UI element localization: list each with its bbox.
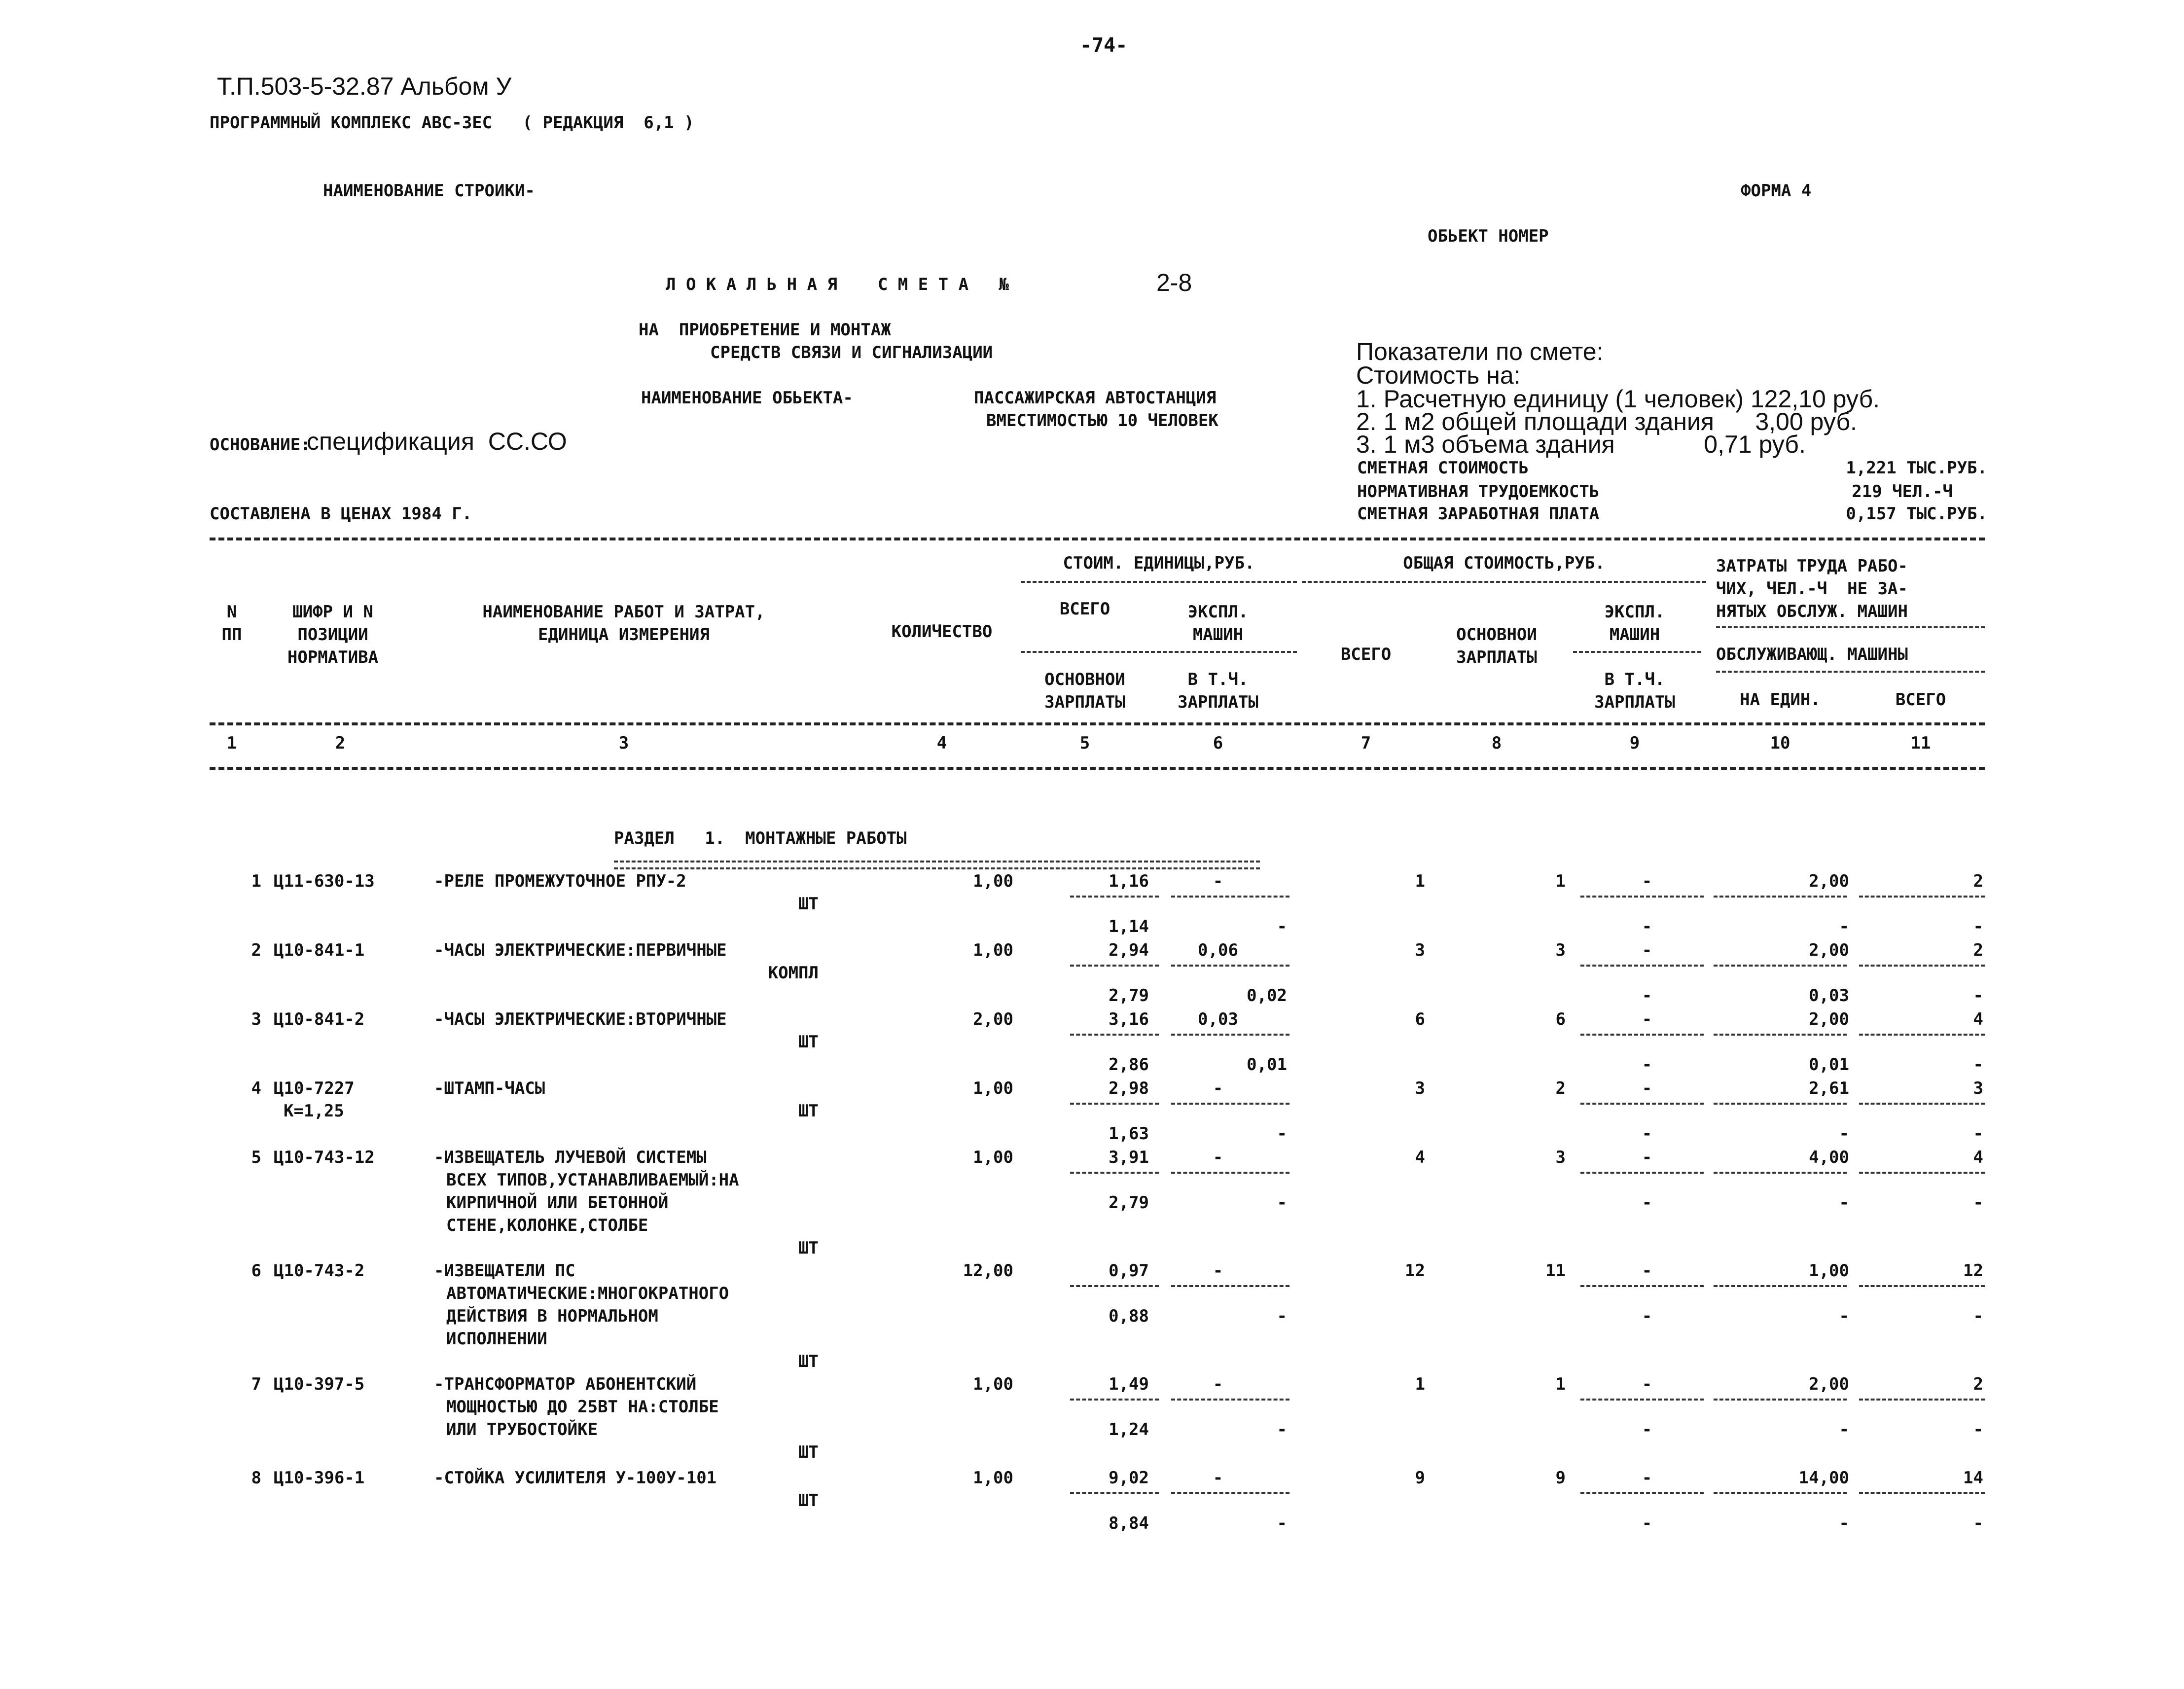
row-labor-total-rule (1859, 1399, 1985, 1401)
row-total-rule (1580, 965, 1704, 967)
row-unit-machines: - (1213, 1468, 1223, 1488)
row-number: 1 (251, 871, 261, 891)
row-labor-total-rule (1859, 1492, 1985, 1494)
row-unit-rule-b (1171, 1103, 1289, 1105)
row-total-rule (1580, 1492, 1704, 1494)
row-name-line: -РЕЛЕ ПРОМЕЖУТОЧНОЕ РПУ-2 (434, 871, 686, 891)
row-unit-wages: 0,88 (1109, 1306, 1149, 1326)
row-labor-total: 4 (1973, 1148, 1983, 1167)
row-number: 8 (251, 1468, 261, 1488)
row-labor-unit: 14,00 (1798, 1468, 1849, 1488)
row-total-machine-wages: - (1642, 1193, 1652, 1213)
row-unit-rule-b (1171, 896, 1289, 898)
row-name-line: АВТОМАТИЧЕСКИЕ:МНОГОКРАТНОГО (446, 1284, 729, 1303)
row-total-machines: - (1642, 1261, 1652, 1281)
col-labor-header: ЗАТРАТЫ ТРУДА РАБО- ЧИХ, ЧЕЛ.-Ч НЕ ЗА- НЯТЫХ ОБСЛУЖ. МАШИН (1716, 556, 1908, 621)
row-labor-total: 2 (1973, 1374, 1983, 1394)
row-labor-unit-b: - (1839, 1124, 1849, 1144)
row-labor-rule (1714, 1103, 1847, 1105)
row-total-wages: 3 (1555, 940, 1566, 960)
row-number: 6 (251, 1261, 261, 1281)
row-quantity: 1,00 (973, 1078, 1013, 1098)
col-qty-header: КОЛИЧЕСТВО (891, 622, 993, 642)
row-number: 4 (251, 1078, 261, 1098)
row-unit-rule (1070, 1103, 1159, 1105)
row-quantity: 12,00 (963, 1261, 1013, 1281)
row-name-line: КИРПИЧНОЙ ИЛИ БЕТОННОЙ (446, 1193, 669, 1213)
row-unit-machine-wages: - (1277, 917, 1287, 936)
row-total-rule (1580, 1103, 1704, 1105)
row-total-machine-wages: - (1642, 917, 1652, 936)
row-unit-machines: - (1213, 1374, 1223, 1394)
stroika-label: НАИМЕНОВАНИЕ СТРОИКИ- (323, 181, 535, 201)
program-line: ПРОГРАММНЫЙ КОМПЛЕКС АВС-3ЕС ( РЕДАКЦИЯ 6,1 ) (210, 113, 694, 133)
document-reference: Т.П.503-5-32.87 Альбом У (217, 72, 512, 100)
row-unit-machine-wages: 0,01 (1247, 1055, 1287, 1075)
row-code: Ц10-743-2 (274, 1261, 365, 1281)
col-unitcost-header: СТОИМ. ЕДИНИЦЫ,РУБ. (1063, 553, 1255, 573)
totalcost-sub-rule-2 (1573, 651, 1701, 653)
row-unit-wages: 1,24 (1109, 1420, 1149, 1439)
row-unit: ШТ (798, 1491, 819, 1510)
row-labor-unit: 2,00 (1809, 940, 1849, 960)
header-top-rule (210, 538, 1985, 540)
row-unit-total: 2,94 (1109, 940, 1149, 960)
row-labor-unit-b: - (1839, 1513, 1849, 1533)
smeta-title: Л О К А Л Ь Н А Я С М Е Т А № (666, 275, 1009, 294)
row-total-wages: 3 (1555, 1148, 1566, 1167)
indicator-per-m2: 2. 1 м2 общей площади здания 3,00 руб. (1356, 408, 1857, 435)
row-unit-rule (1070, 1399, 1159, 1401)
row-unit-machine-wages: - (1277, 1420, 1287, 1439)
row-unit-rule (1070, 1285, 1159, 1287)
row-unit-total: 0,97 (1109, 1261, 1149, 1281)
row-unit-rule-b (1171, 1492, 1289, 1494)
colnum-bottom-rule (210, 767, 1985, 770)
row-unit-rule (1070, 1034, 1159, 1036)
row-unit-machines: - (1213, 1261, 1223, 1281)
row-labor-total-b: - (1973, 1306, 1983, 1326)
row-unit-rule (1070, 896, 1159, 898)
row-labor-total-b: - (1973, 917, 1983, 936)
colnum-10: 10 (1770, 733, 1790, 753)
row-total-machines: - (1642, 940, 1652, 960)
row-labor-unit-b: - (1839, 1420, 1849, 1439)
row-total-machine-wages: - (1642, 986, 1652, 1006)
unitcost-sub-rule-2 (1021, 651, 1297, 653)
purpose-line-2: СРЕДСТВ СВЯЗИ И СИГНАЛИЗАЦИИ (710, 343, 993, 362)
basis-value: спецификация СС.СО (307, 428, 567, 455)
row-total-wages: 11 (1545, 1261, 1566, 1281)
row-total: 4 (1415, 1148, 1425, 1167)
row-name-line: ИСПОЛНЕНИИ (446, 1329, 547, 1349)
col-totalcost-header: ОБЩАЯ СТОИМОСТЬ,РУБ. (1403, 553, 1605, 573)
row-total-machine-wages: - (1642, 1306, 1652, 1326)
row-name-line: -ЧАСЫ ЭЛЕКТРИЧЕСКИЕ:ВТОРИЧНЫЕ (434, 1009, 727, 1029)
row-total-machines: - (1642, 1009, 1652, 1029)
row-unit: ШТ (798, 894, 819, 914)
row-unit-wages: 1,63 (1109, 1124, 1149, 1144)
row-unit-total: 9,02 (1109, 1468, 1149, 1488)
row-total-wages: 9 (1555, 1468, 1566, 1488)
row-unit-machine-wages: - (1277, 1193, 1287, 1213)
row-unit-rule-b (1171, 1034, 1289, 1036)
row-labor-total-b: - (1973, 1124, 1983, 1144)
row-unit: ШТ (798, 1238, 819, 1258)
row-labor-rule (1714, 1172, 1847, 1174)
row-unit-wages: 1,14 (1109, 917, 1149, 936)
col-labor-total-header: ВСЕГО (1895, 690, 1946, 710)
smeta-number: 2-8 (1156, 269, 1192, 296)
col-unit-wages-header: ОСНОВНОИ ЗАРПЛАТЫ (1044, 670, 1125, 712)
basis-label: ОСНОВАНИЕ: (210, 435, 311, 455)
row-code-coef: К=1,25 (284, 1101, 344, 1121)
object-number-label: ОБЬЕКТ НОМЕР (1428, 226, 1549, 246)
row-total: 1 (1415, 1374, 1425, 1394)
summary-value-wages: 0,157 ТЫС.РУБ. (1846, 504, 1987, 524)
row-unit-rule (1070, 965, 1159, 967)
indicators-cost-on: Стоимость на: (1356, 361, 1521, 389)
row-unit-rule (1070, 1172, 1159, 1174)
row-total: 1 (1415, 871, 1425, 891)
row-unit-total: 3,91 (1109, 1148, 1149, 1167)
row-unit-total: 3,16 (1109, 1009, 1149, 1029)
col-unit-total-header: ВСЕГО (1059, 599, 1110, 619)
row-labor-total-b: - (1973, 1055, 1983, 1075)
row-labor-unit: 2,00 (1809, 1009, 1849, 1029)
totalcost-sub-rule (1302, 581, 1706, 583)
row-unit-total: 2,98 (1109, 1078, 1149, 1098)
colnum-4: 4 (936, 733, 947, 753)
row-code: Ц10-841-1 (274, 940, 365, 960)
row-labor-rule (1714, 1492, 1847, 1494)
row-total-wages: 2 (1555, 1078, 1566, 1098)
row-unit-rule-b (1171, 1399, 1289, 1401)
row-labor-unit: 2,00 (1809, 1374, 1849, 1394)
colnum-11: 11 (1910, 733, 1931, 753)
row-unit: ШТ (798, 1101, 819, 1121)
row-unit-total: 1,16 (1109, 871, 1149, 891)
row-code: Ц10-841-2 (274, 1009, 365, 1029)
row-labor-rule (1714, 896, 1847, 898)
row-total-machine-wages: - (1642, 1055, 1652, 1075)
row-unit: ШТ (798, 1442, 819, 1462)
row-total: 3 (1415, 1078, 1425, 1098)
row-code: Ц10-396-1 (274, 1468, 365, 1488)
row-unit-wages: 2,79 (1109, 986, 1149, 1006)
row-labor-unit: 1,00 (1809, 1261, 1849, 1281)
row-unit-machine-wages: 0,02 (1247, 986, 1287, 1006)
page-number: -74- (1080, 34, 1128, 57)
row-quantity: 1,00 (973, 1148, 1013, 1167)
row-labor-rule (1714, 1034, 1847, 1036)
row-total-machines: - (1642, 871, 1652, 891)
purpose-line-1: НА ПРИОБРЕТЕНИЕ И МОНТАЖ (639, 320, 891, 340)
row-labor-total-rule (1859, 1034, 1985, 1036)
row-name-line: -ИЗВЕЩАТЕЛИ ПС (434, 1261, 575, 1281)
col-total-wages-header: ОСНОВНОИ ЗАРПЛАТЫ (1456, 625, 1537, 667)
row-name-line: -ЧАСЫ ЭЛЕКТРИЧЕСКИЕ:ПЕРВИЧНЫЕ (434, 940, 727, 960)
row-quantity: 1,00 (973, 1468, 1013, 1488)
row-labor-total-rule (1859, 1103, 1985, 1105)
row-name-line: ВСЕХ ТИПОВ,УСТАНАВЛИВАЕМЫЙ:НА (446, 1170, 739, 1190)
forma-label: ФОРМА 4 (1741, 181, 1812, 201)
row-total-rule (1580, 1172, 1704, 1174)
row-unit-rule-b (1171, 965, 1289, 967)
row-labor-total-rule (1859, 896, 1985, 898)
row-total-machines: - (1642, 1078, 1652, 1098)
row-labor-rule (1714, 1399, 1847, 1401)
row-code: Ц10-7227 (274, 1078, 355, 1098)
row-labor-unit: 2,00 (1809, 871, 1849, 891)
row-labor-unit-b: - (1839, 1306, 1849, 1326)
labor-sub-rule-2 (1716, 671, 1985, 673)
row-number: 7 (251, 1374, 261, 1394)
row-name-line: -ШТАМП-ЧАСЫ (434, 1078, 545, 1098)
row-code: Ц10-743-12 (274, 1148, 375, 1167)
row-unit-machine-wages: - (1277, 1306, 1287, 1326)
row-unit-rule (1070, 1492, 1159, 1494)
row-labor-total-rule (1859, 1285, 1985, 1287)
row-name-line: -ИЗВЕЩАТЕЛЬ ЛУЧЕВОЙ СИСТЕМЫ (434, 1148, 707, 1167)
section-title: РАЗДЕЛ 1. МОНТАЖНЫЕ РАБОТЫ (614, 828, 907, 848)
object-name-2: ВМЕСТИМОСТЬЮ 10 ЧЕЛОВЕК (986, 411, 1218, 431)
row-total-machines: - (1642, 1148, 1652, 1167)
row-total-machine-wages: - (1642, 1420, 1652, 1439)
colnum-1: 1 (226, 733, 237, 753)
row-labor-unit-b: - (1839, 1193, 1849, 1213)
col-total-machines-header: ЭКСПЛ. МАШИН (1604, 602, 1665, 645)
indicators-title: Показатели по смете: (1356, 338, 1604, 365)
row-labor-unit: 4,00 (1809, 1148, 1849, 1167)
row-name-line: МОЩНОСТЬЮ ДО 25ВТ НА:СТОЛБЕ (446, 1397, 719, 1417)
row-unit-wages: 2,86 (1109, 1055, 1149, 1075)
row-total-wages: 6 (1555, 1009, 1566, 1029)
row-total: 9 (1415, 1468, 1425, 1488)
row-unit-total: 1,49 (1109, 1374, 1149, 1394)
row-total-machines: - (1642, 1468, 1652, 1488)
col-labor-service-header: ОБСЛУЖИВАЮЩ. МАШИНЫ (1716, 645, 1908, 664)
summary-value-cost: 1,221 ТЫС.РУБ. (1846, 458, 1987, 478)
row-quantity: 2,00 (973, 1009, 1013, 1029)
labor-sub-rule (1716, 626, 1985, 628)
summary-label-cost: СМЕТНАЯ СТОИМОСТЬ (1357, 458, 1529, 478)
row-labor-unit-b: 0,03 (1809, 986, 1849, 1006)
row-code: Ц10-397-5 (274, 1374, 365, 1394)
row-quantity: 1,00 (973, 940, 1013, 960)
row-unit-machines: - (1213, 1148, 1223, 1167)
row-labor-total-b: - (1973, 986, 1983, 1006)
object-label: НАИМЕНОВАНИЕ ОБЬЕКТА- (641, 388, 853, 408)
object-name-1: ПАССАЖИРСКАЯ АВТОСТАНЦИЯ (974, 388, 1217, 408)
row-labor-total-rule (1859, 1172, 1985, 1174)
col-code-header: ШИФР И N ПОЗИЦИИ НОРМАТИВА (287, 602, 379, 667)
colnum-7: 7 (1361, 733, 1371, 753)
col-n-header: N ПП (221, 602, 242, 645)
row-labor-unit-b: - (1839, 917, 1849, 936)
colnum-2: 2 (335, 733, 346, 753)
row-total-rule (1580, 1399, 1704, 1401)
row-total-machine-wages: - (1642, 1513, 1652, 1533)
row-number: 5 (251, 1148, 261, 1167)
colnum-5: 5 (1079, 733, 1090, 753)
row-name-line: ИЛИ ТРУБОСТОЙКЕ (446, 1420, 598, 1439)
colnum-3: 3 (618, 733, 629, 753)
row-unit-rule-b (1171, 1285, 1289, 1287)
row-name-line: -ТРАНСФОРМАТОР АБОНЕНТСКИЙ (434, 1374, 697, 1394)
row-labor-total-b: - (1973, 1513, 1983, 1533)
summary-label-labor: НОРМАТИВНАЯ ТРУДОЕМКОСТЬ (1357, 482, 1600, 502)
row-unit-wages: 2,79 (1109, 1193, 1149, 1213)
row-unit-wages: 8,84 (1109, 1513, 1149, 1533)
row-labor-rule (1714, 1285, 1847, 1287)
row-quantity: 1,00 (973, 871, 1013, 891)
prices-line: СОСТАВЛЕНА В ЦЕНАХ 1984 Г. (210, 504, 472, 524)
unitcost-sub-rule (1021, 581, 1297, 583)
row-labor-total: 3 (1973, 1078, 1983, 1098)
row-unit-rule-b (1171, 1172, 1289, 1174)
row-labor-total: 12 (1963, 1261, 1983, 1281)
row-labor-total: 2 (1973, 940, 1983, 960)
row-total: 12 (1405, 1261, 1425, 1281)
row-name-line: -СТОЙКА УСИЛИТЕЛЯ У-100У-101 (434, 1468, 717, 1488)
row-unit-machine-wages: - (1277, 1124, 1287, 1144)
col-labor-unit-header: НА ЕДИН. (1740, 690, 1821, 710)
indicator-per-m3: 3. 1 м3 объема здания 0,71 руб. (1356, 431, 1806, 458)
col-unit-machine-wages-header: В Т.Ч. ЗАРПЛАТЫ (1178, 670, 1258, 712)
colnum-6: 6 (1213, 733, 1223, 753)
row-labor-rule (1714, 965, 1847, 967)
row-labor-total-b: - (1973, 1420, 1983, 1439)
row-code: Ц11-630-13 (274, 871, 375, 891)
row-name-line: ДЕЙСТВИЯ В НОРМАЛЬНОМ (446, 1306, 658, 1326)
row-labor-unit-b: 0,01 (1809, 1055, 1849, 1075)
row-quantity: 1,00 (973, 1374, 1013, 1394)
row-number: 3 (251, 1009, 261, 1029)
col-total-machine-wages-header: В Т.Ч. ЗАРПЛАТЫ (1594, 670, 1675, 712)
colnum-8: 8 (1491, 733, 1502, 753)
row-total-wages: 1 (1555, 1374, 1566, 1394)
col-name-header: НАИМЕНОВАНИЕ РАБОТ И ЗАТРАТ, ЕДИНИЦА ИЗМЕРЕНИЯ (482, 602, 765, 645)
header-bottom-rule (210, 722, 1985, 725)
row-total: 6 (1415, 1009, 1425, 1029)
row-total-wages: 1 (1555, 871, 1566, 891)
row-labor-total: 4 (1973, 1009, 1983, 1029)
row-name-line: СТЕНЕ,КОЛОНКЕ,СТОЛБЕ (446, 1216, 648, 1235)
row-labor-total-b: - (1973, 1193, 1983, 1213)
summary-value-labor: 219 ЧЕЛ.-Ч (1852, 482, 1953, 502)
row-total-rule (1580, 896, 1704, 898)
col-unit-machines-header: ЭКСПЛ. МАШИН (1187, 602, 1249, 645)
row-unit: ШТ (798, 1352, 819, 1371)
row-total-machine-wages: - (1642, 1124, 1652, 1144)
row-total: 3 (1415, 940, 1425, 960)
row-labor-total: 14 (1963, 1468, 1983, 1488)
row-labor-total-rule (1859, 965, 1985, 967)
row-labor-unit: 2,61 (1809, 1078, 1849, 1098)
indicator-per-person: 1. Расчетную единицу (1 человек) 122,10 руб. (1356, 385, 1880, 413)
row-unit-machines: 0,06 (1198, 940, 1238, 960)
row-unit: ШТ (798, 1032, 819, 1052)
row-total-machines: - (1642, 1374, 1652, 1394)
row-labor-total: 2 (1973, 871, 1983, 891)
row-unit-machines: 0,03 (1198, 1009, 1238, 1029)
row-total-rule (1580, 1034, 1704, 1036)
col-total-header: ВСЕГО (1340, 645, 1392, 664)
colnum-9: 9 (1629, 733, 1640, 753)
row-unit-machines: - (1213, 871, 1223, 891)
summary-label-wages: СМЕТНАЯ ЗАРАБОТНАЯ ПЛАТА (1357, 504, 1600, 524)
row-number: 2 (251, 940, 261, 960)
section-underline (614, 861, 1260, 869)
row-unit-machines: - (1213, 1078, 1223, 1098)
row-unit-machine-wages: - (1277, 1513, 1287, 1533)
row-total-rule (1580, 1285, 1704, 1287)
row-unit: КОМПЛ (768, 963, 819, 983)
